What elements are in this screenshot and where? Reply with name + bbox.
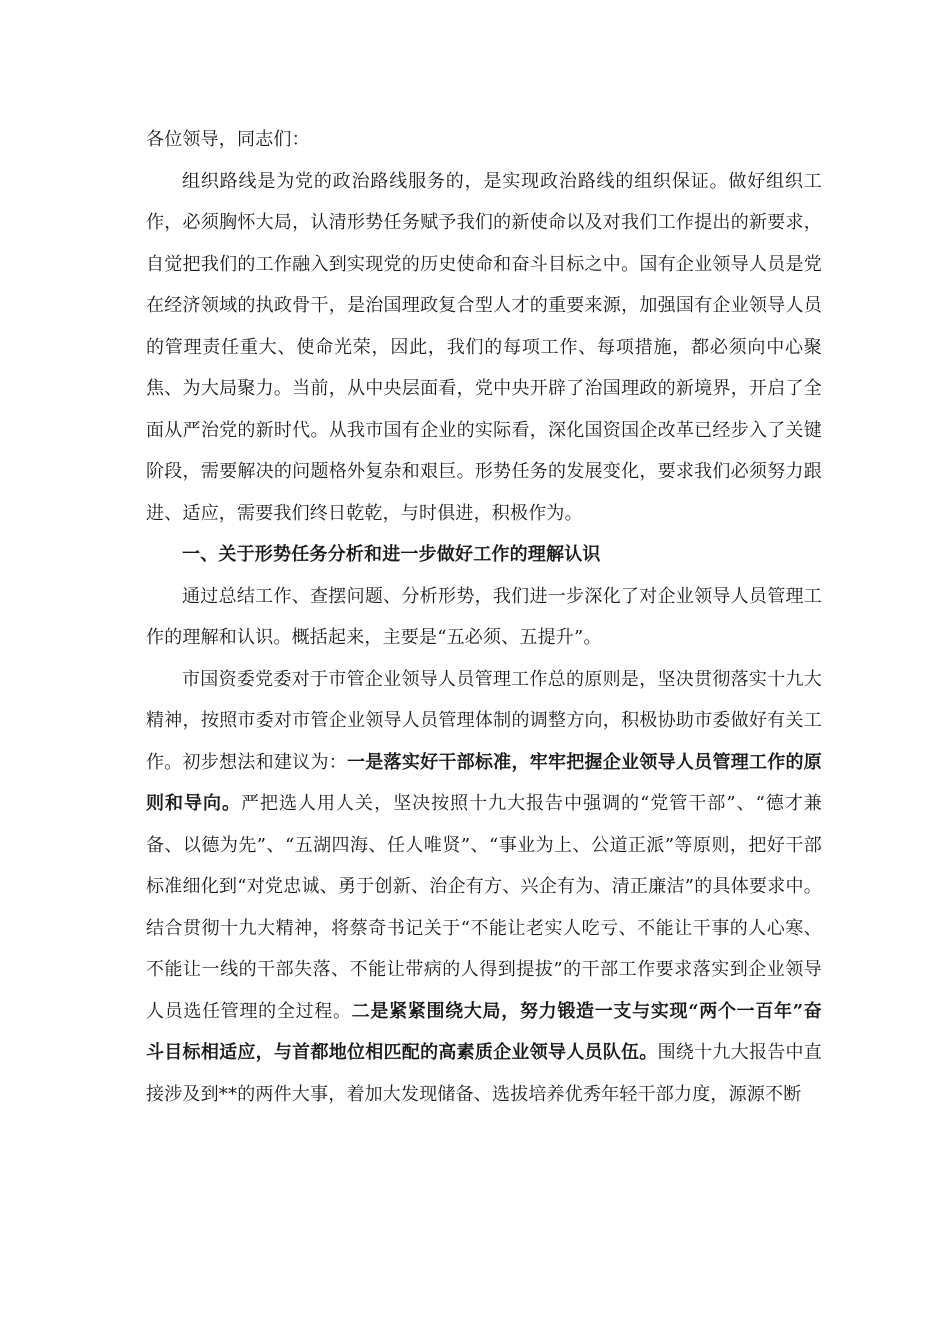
paragraph-3 bbox=[146, 659, 822, 1116]
paragraph-3-intro: 市国资委党委对于市管企业领导人员管理工作总的原则是，坚决贯彻落实十九大精神，按照市委对市管企业领导人员管理体制的调整方向，积极协助市委做好有关工作。初步想法和建议为： bbox=[146, 668, 822, 773]
paragraph-1: 组织路线是为党的政治路线服务的，是实现政治路线的组织保证。做好组织工作，必须胸怀大局，认清形势任务赋予我们的新使命以及对我们工作提出的新要求，自觉把我们的工作融入到实现党的历史使命和奋斗目标之中。国有企业领导人员是党在经济领域的执政骨干，是治国理政复合型人才的重要来源，加强国有企业领导人员的管理责任重大、使命光荣，因此，我们的每项工作、每项措施，都必须向中心聚焦、为大局聚力。当前，从中央层面看，党中央开辟了治国理政的新境界，开启了全面从严治党的新时代。从我市国有企业的实际看，深化国资国企改革已经步入了关键阶段，需要解决的问题格外复杂和艰巨。形势任务的发展变化，要求我们必须努力跟进、适应，需要我们终日乾乾，与时俱进，积极作为。 bbox=[146, 170, 822, 524]
point-2-body: 围绕十九大报告中直接涉及到**的两件大事，着加大发现储备、选拔培养优秀年轻干部力度，源源不断 bbox=[146, 1042, 822, 1105]
section-heading-1: 一、关于形势任务分析和进一步做好工作的理解认识 bbox=[182, 544, 601, 565]
salutation: 各位领导，同志们： bbox=[146, 129, 310, 150]
point-2-title: 二是紧紧围绕大局，努力锻造一支与实现“两个一百年”奋斗目标相适应，与首都地位相匹配的高素质企业领导人员队伍。 bbox=[146, 1000, 823, 1063]
point-1-title: 一是落实好干部标准，牢牢把握企业领导人员管理工作的原则和导向。 bbox=[146, 751, 822, 814]
paragraph-2: 通过总结工作、查摆问题、分析形势，我们进一步深化了对企业领导人员管理工作的理解和认识。概括起来，主要是“五必须、五提升”。 bbox=[146, 585, 822, 648]
point-1-body: 严把选人用人关，坚决按照十九大报告中强调的“党管干部”、“德才兼备、以德为先”、“五湖四海、任人唯贤”、“事业为上、公道正派”等原则，把好干部标准细化到“对党忠诚、勇于创新、治企有方、兴企有为、清正廉洁”的具体要求中。结合贯彻十九大精神，将蔡奇书记关于“不能让老实人吃亏、不能让干事的人心寒、不能让一线的干部失落、不能让带病的人得到提拔”的干部工作要求落实到企业领导人员选任管理的全过程。 bbox=[146, 793, 822, 1022]
